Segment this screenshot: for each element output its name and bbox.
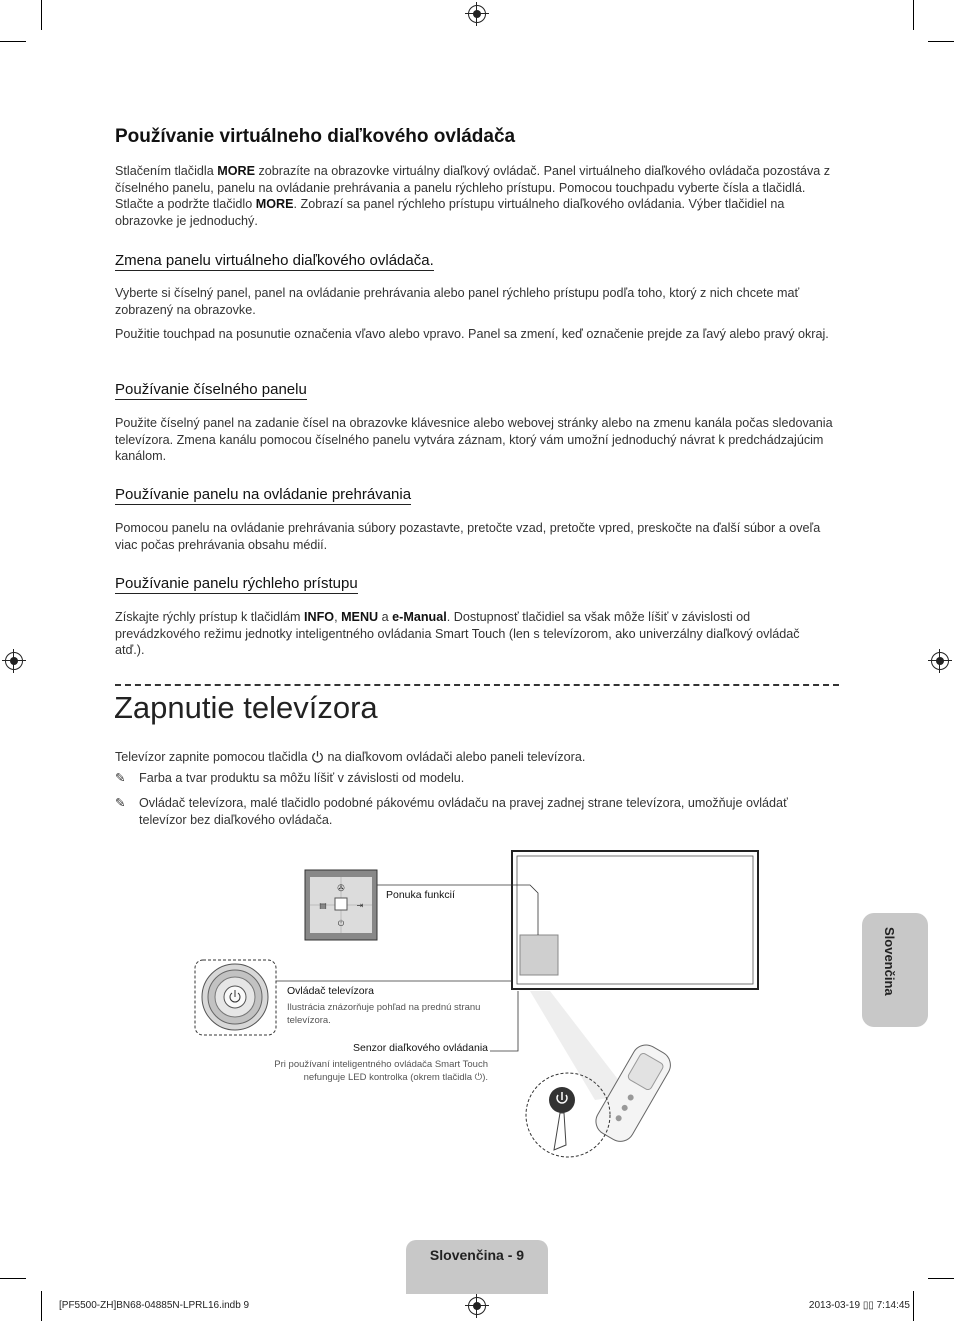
button-name: MORE [255,197,294,212]
svg-text:✇: ✇ [337,884,345,894]
text-run: zobrazíte na obrazovke virtuálny diaľkový ovládač. Panel virtuálneho diaľkového ovládača pozostáva z číselného panelu, panelu na ovládanie prehrávania a panelu rýchleho prístupu. Pomocou touchpadu vyberte čísla a tlačidlá. Stlačte a podržte tlačidlo [115,164,831,212]
crop-mark [41,0,42,30]
note-icon: ✎ [115,771,126,785]
paragraph: Použitie touchpad na posunutie označenia vľavo alebo vpravo. Panel sa zmení, keď označenie prejde za ľavý alebo pravý okraj. [115,327,829,341]
sensor-label: Senzor diaľkového ovládania [353,1042,488,1054]
crop-mark [913,1291,914,1321]
subsection-heading: Používanie číselného panelu [115,381,307,398]
intro-text-before: Televízor zapnite pomocou tlačidla [115,750,312,764]
registration-mark [468,5,486,23]
footer-file: [PF5500-ZH]BN68-04885N-LPRL16.indb 9 [59,1300,250,1311]
sensor-desc [270,1058,488,1084]
paragraph: Vyberte si číselný panel, panel na ovládanie prehrávania alebo panel rýchleho prístupu podľa toho, ktorý z nich chcete mať zobrazený na obrazovke. [115,286,800,317]
svg-text:⏻: ⏻ [337,919,345,928]
text-run: a [378,610,393,624]
button-name: MENU [341,610,379,624]
power-icon [311,750,324,768]
side-tab-label: Slovenčina [882,927,897,996]
text-run: Získajte rýchly prístup k tlačidlám [115,610,304,624]
paragraph: Pomocou panelu na ovládanie prehrávania súbory pozastavte, pretočte vzad, pretočte vpred, preskočte na ďalší súbor a oveľa viac počas prehrávania obsahu médií. [115,521,821,552]
controller-desc: Ilustrácia znázorňuje pohľad na prednú stranu televízora. [287,1002,481,1026]
note-text: Farba a tvar produktu sa môžu líšiť v závislosti od modelu. [139,771,465,785]
button-name: INFO [303,610,335,624]
controller-label: Ovládač televízora [287,985,374,997]
intro-text-after: na diaľkovom ovládači alebo paneli televízora. [324,750,586,764]
svg-text:⇥: ⇥ [356,901,364,910]
section-heading: Používanie virtuálneho diaľkového ovládača [115,126,516,147]
subsection-heading: Zmena panelu virtuálneho diaľkového ovládača. [115,252,434,269]
function-menu-area [520,935,558,975]
crop-mark [0,41,26,42]
registration-mark [931,652,949,670]
page-number: Slovenčina - 9 [429,1247,525,1263]
crop-mark [928,41,954,42]
button-name: MORE [217,164,255,178]
paragraph [115,609,825,659]
svg-text:▤: ▤ [319,901,327,910]
sensor-desc-after: ). [482,1072,488,1083]
note-icon: ✎ [115,796,126,810]
subsection-heading: Používanie panelu na ovládanie prehrávania [115,486,412,503]
page-number-tab [406,1240,548,1294]
page-title: Zapnutie televízora [114,690,378,725]
subsection-heading: Používanie panelu rýchleho prístupu [115,575,358,592]
button-name: e-Manual [392,610,447,624]
section-paragraph [115,163,845,229]
text-run: , [334,610,342,624]
crop-mark [41,1291,42,1321]
paragraph: Použite číselný panel na zadanie čísel na obrazovke klávesnice alebo webovej stránky alebo na zmenu kanála počas sledovania televízora. Zmena kanálu pomocou číselného panelu vytvára záznam, ktorý vám umožní jednoduchý návrat k predchádzajúcim kanálom. [115,416,833,464]
note-item [115,795,835,828]
text-run: . Zobrazí sa panel rýchleho prístupu virtuálneho diaľkového ovládania. Výber tlačidiel na obrazovke je jednoduchý. [115,197,785,228]
sensor-desc-before: Pri používaní inteligentného ovládača Smart Touch nefunguje LED kontrolka (okrem tlačidla [274,1059,488,1083]
section-divider [115,684,839,686]
power-icon: ⏻ [474,1072,483,1083]
registration-mark [5,652,23,670]
language-side-tab [862,913,928,1027]
crop-mark [0,1278,26,1279]
note-text: Ovládač televízora, malé tlačidlo podobné pákovému ovládaču na pravej zadnej strane televízora, umožňuje ovládať televízor bez diaľkového ovládača. [139,796,788,827]
text-run: . Dostupnosť tlačidiel sa však môže líšiť v závislosti od prevádzkového režimu jednotky inteligentného ovládania Smart Touch (len s televízorom, ako univerzálny diaľkový ovládač atď.). [115,610,800,658]
note-item [115,770,835,787]
crop-mark [913,0,914,30]
crop-mark [928,1278,954,1279]
text-run: Stlačením tlačidla [115,164,218,178]
function-menu-label: Ponuka funkcií [386,889,455,901]
intro-paragraph [115,749,835,768]
footer-timestamp: 2013-03-19 ▯▯ 7:14:45 [808,1300,910,1311]
registration-mark [468,1297,486,1315]
